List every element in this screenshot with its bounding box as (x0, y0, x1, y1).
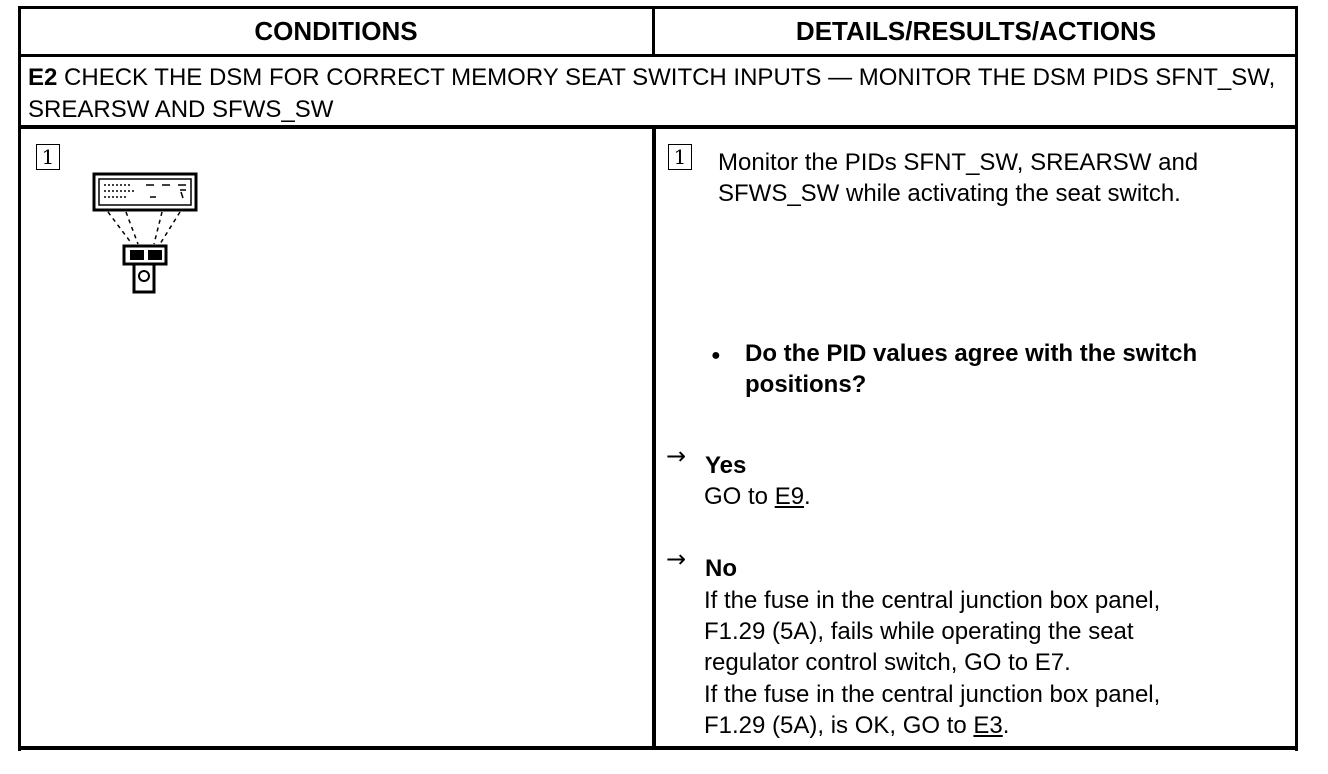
step-id: E2 (28, 64, 58, 91)
diagnostic-table (18, 6, 1298, 751)
column-divider-body (652, 126, 656, 750)
table-bottom-border (18, 746, 1298, 750)
no-arrow-icon: → (666, 545, 687, 573)
no-line-5-prefix: F1.29 (5A), is OK, GO to (704, 712, 974, 739)
question-line-1: Do the PID values agree with the switch (745, 340, 1198, 367)
yes-arrow-icon: → (666, 442, 687, 470)
step-title-text: CHECK THE DSM FOR CORRECT MEMORY SEAT SWITCH INPUTS — MONITOR THE DSM PIDS SFNT_SW, SREARSW AND SFWS_SW (28, 64, 1276, 123)
yes-action-prefix: GO to (704, 483, 775, 510)
details-step-number: 1 (668, 144, 692, 170)
table-left-border (18, 6, 21, 751)
link-e9[interactable]: E9 (774, 483, 805, 510)
table-right-border (1295, 6, 1298, 751)
question-line-2: positions? (745, 371, 867, 398)
instruction-line-2: SFWS_SW while activating the seat switch. (718, 180, 1181, 207)
no-line-4: If the fuse in the central junction box panel, (704, 681, 1161, 708)
conditions-step-number: 1 (36, 144, 60, 170)
yes-label: Yes (705, 452, 747, 479)
no-line-3: regulator control switch, GO to E7. (704, 649, 1071, 676)
yes-action-suffix: . (804, 483, 811, 510)
no-line-5-suffix: . (1002, 712, 1010, 739)
link-e3[interactable]: E3 (973, 712, 1003, 739)
scan-tool-icon (90, 170, 202, 294)
question-bullet: ● (711, 347, 721, 364)
step-title (28, 62, 1288, 126)
conditions-header: CONDITIONS (254, 15, 418, 46)
no-line-2: F1.29 (5A), fails while operating the seat (704, 618, 1134, 645)
yes-action (704, 481, 811, 512)
no-line-5 (704, 710, 1009, 741)
details-header: DETAILS/RESULTS/ACTIONS (795, 15, 1157, 46)
no-line-1: If the fuse in the central junction box panel, (704, 587, 1161, 614)
instruction-line-1: Monitor the PIDs SFNT_SW, SREARSW and (718, 149, 1199, 176)
no-label: No (705, 555, 737, 582)
